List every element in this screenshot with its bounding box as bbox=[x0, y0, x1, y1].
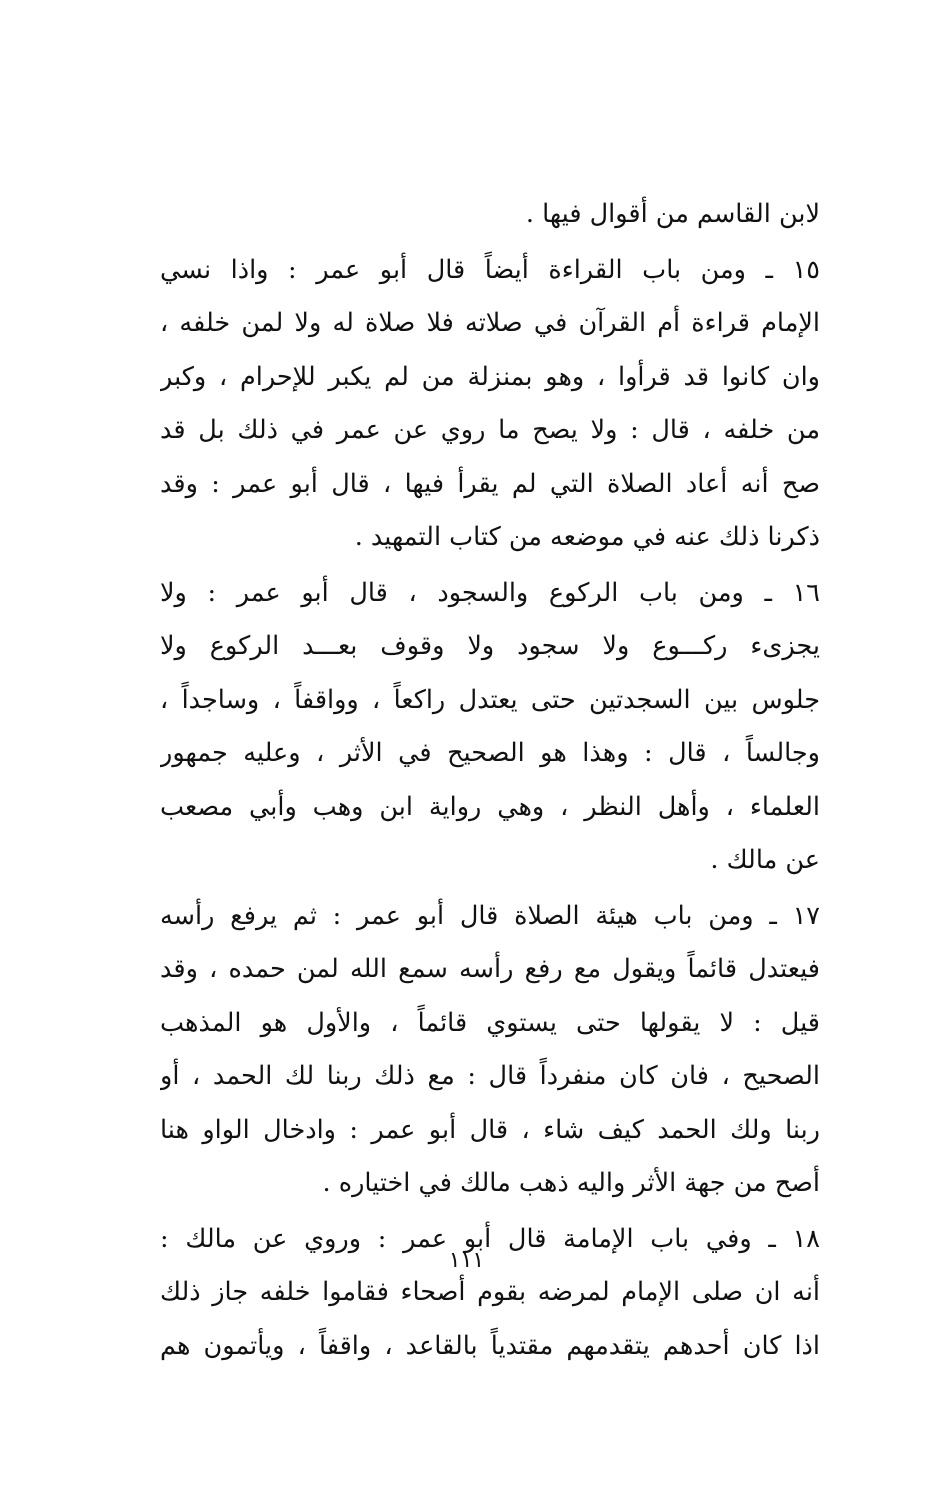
text-line: صح أنه أعاد الصلاة التي لم يقرأ فيها ، قال أبو عمر : وقد bbox=[160, 468, 820, 499]
text-line: اذا كان أحدهم يتقدمهم مقتدياً بالقاعد ، واقفاً ، ويأتمون هم bbox=[160, 1330, 820, 1361]
paragraph-17 bbox=[160, 890, 820, 1211]
text-line: ١٧ ـ ومن باب هيئة الصلاة قال أبو عمر : ثم يرفع رأسه bbox=[160, 900, 820, 931]
paragraph-continuation bbox=[160, 188, 820, 242]
text-line: وان كانوا قد قرأوا ، وهو بمنزلة من لم يكبر للإحرام ، وكبر bbox=[160, 361, 820, 392]
text-line: أصح من جهة الأثر واليه ذهب مالك في اختياره . bbox=[322, 1168, 820, 1198]
text-line: ذكرنا ذلك عنه في موضعه من كتاب التمهيد . bbox=[354, 522, 820, 552]
text-line: ١٨ ـ وفي باب الإمامة قال أبو عمر : وروي عن مالك : bbox=[160, 1223, 820, 1254]
text-line: وجالساً ، قال : وهذا هو الصحيح في الأثر ، وعليه جمهور bbox=[160, 738, 820, 768]
text-line: فيعتدل قائماً ويقول مع رفع رأسه سمع الله لمن حمده ، وقد bbox=[160, 954, 820, 984]
paragraph-15 bbox=[160, 244, 820, 565]
text-line: ربنا ولك الحمد كيف شاء ، قال أبو عمر : وادخال الواو هنا bbox=[160, 1114, 820, 1145]
text-line: الإمام قراءة أم القرآن في صلاته فلا صلاة له ولا لمن خلفه ، bbox=[160, 308, 820, 338]
text-line: ١٦ ـ ومن باب الركوع والسجود ، قال أبو عمر : ولا bbox=[160, 577, 820, 608]
text-line: لابن القاسم من أقوال فيها . bbox=[525, 199, 820, 229]
text-line: أنه ان صلى الإمام لمرضه بقوم أصحاء فقاموا خلفه جاز ذلك bbox=[160, 1277, 820, 1307]
page-body bbox=[160, 188, 820, 1373]
text-line: من خلفه ، قال : ولا يصح ما روي عن عمر في ذلك بل قد bbox=[160, 415, 820, 445]
text-line: يجزىء ركـــوع ولا سجود ولا وقوف بعـــد الركوع ولا bbox=[160, 631, 820, 661]
text-line: العلماء ، وأهل النظر ، وهي رواية ابن وهب وأبي مصعب bbox=[160, 791, 820, 822]
paragraph-18 bbox=[160, 1213, 820, 1374]
text-line: ١٥ ـ ومن باب القراءة أيضاً قال أبو عمر : واذا نسي bbox=[160, 254, 820, 285]
text-line: قيل : لا يقولها حتى يستوي قائماً ، والأول هو المذهب bbox=[160, 1007, 820, 1038]
text-line: عن مالك . bbox=[710, 845, 820, 875]
text-line: الصحيح ، فان كان منفرداً قال : مع ذلك ربنا لك الحمد ، أو bbox=[160, 1061, 820, 1091]
text-line: جلوس بين السجدتين حتى يعتدل راكعاً ، وواقفاً ، وساجداً ، bbox=[160, 684, 820, 715]
page-number: ١١١ bbox=[448, 1248, 485, 1273]
paragraph-16 bbox=[160, 567, 820, 888]
